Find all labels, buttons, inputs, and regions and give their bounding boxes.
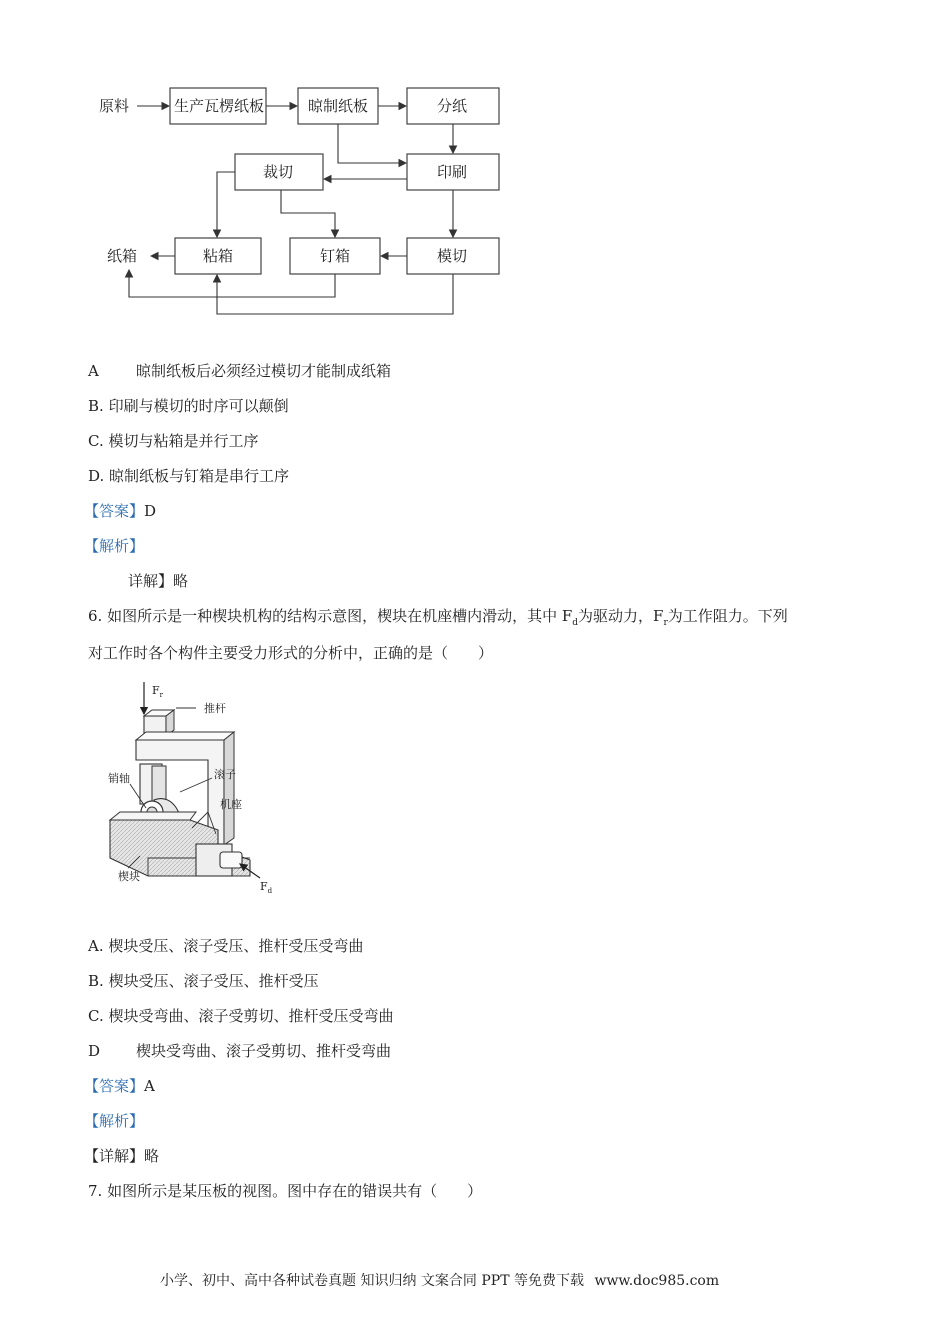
- process-flowchart: [95, 80, 515, 320]
- label-wedge: 楔块: [118, 870, 140, 883]
- q5-answer: 【答案】D: [84, 502, 157, 520]
- svg-text:Fr: $F_r$: [152, 684, 163, 699]
- fc-split: 分纸: [437, 97, 468, 115]
- q5-detail: 详解】略: [128, 572, 189, 590]
- svg-text:Fd: $F_d$: [260, 880, 273, 895]
- fc-cut: 裁切: [263, 163, 294, 181]
- q5-option-a: A 晾制纸板后必须经过模切才能制成纸箱: [88, 362, 392, 380]
- fc-nail: 钉箱: [320, 247, 351, 265]
- q6-option-a: A. 楔块受压、滚子受压、推杆受压受弯曲: [88, 937, 364, 955]
- q6-stem-line2: 对工作时各个构件主要受力形式的分析中，正确的是（ ）: [88, 644, 494, 662]
- fc-print: 印刷: [437, 163, 468, 181]
- fr-label: F: [152, 684, 160, 697]
- footer-url[interactable]: www.doc985.com: [594, 1273, 720, 1289]
- page-footer: [160, 1270, 725, 1290]
- wedge-mechanism-figure: [100, 680, 290, 895]
- fc-dry: 晾制纸板: [308, 97, 369, 115]
- label-base: 机座: [220, 798, 242, 811]
- label-roller: 滚子: [214, 768, 236, 781]
- fc-raw: 原料: [99, 97, 130, 115]
- q7-stem: 7. 如图所示是某压板的视图。图中存在的错误共有（ ）: [88, 1182, 483, 1200]
- fc-box: 纸箱: [107, 247, 138, 265]
- label-push-rod: 推杆: [204, 702, 226, 715]
- q5-option-d: D. 晾制纸板与钉箱是串行工序: [88, 467, 290, 485]
- label-pin: 销轴: [108, 772, 130, 785]
- fc-glue: 粘箱: [203, 247, 234, 265]
- q5-analysis-tag: 【解析】: [84, 537, 145, 555]
- fc-die: 模切: [437, 247, 468, 265]
- q6-detail: 【详解】略: [84, 1147, 160, 1165]
- q6-option-c: C. 楔块受弯曲、滚子受剪切、推杆受压受弯曲: [88, 1007, 394, 1025]
- fc-produce: 生产瓦楞纸板: [174, 97, 265, 115]
- q6-option-d: D 楔块受弯曲、滚子受剪切、推杆受弯曲: [88, 1042, 392, 1060]
- q5-option-c: C. 模切与粘箱是并行工序: [88, 432, 259, 450]
- q6-stem-line1: 6. 如图所示是一种楔块机构的结构示意图，楔块在机座槽内滑动，其中 $F_d$为驱动力，$F_r$为工作阻力。下列: [88, 607, 788, 628]
- q5-option-b: B. 印刷与模切的时序可以颠倒: [88, 397, 289, 415]
- q6-analysis-tag: 【解析】: [84, 1112, 145, 1130]
- footer-text: 小学、初中、高中各种试卷真题 知识归纳 文案合同 PPT 等免费下载: [160, 1273, 584, 1289]
- fd-label: F: [260, 880, 268, 893]
- q6-answer: 【答案】A: [84, 1077, 155, 1095]
- q6-option-b: B. 楔块受压、滚子受压、推杆受压: [88, 972, 319, 990]
